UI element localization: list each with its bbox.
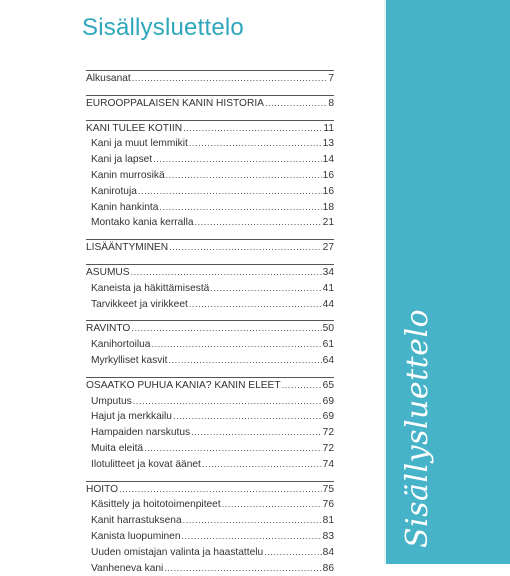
toc-page-number: 16: [322, 169, 334, 181]
toc-entry-label: LISÄÄNTYMINEN: [86, 242, 169, 254]
toc-entry-label: Käsittely ja hoitotoimenpiteet: [91, 499, 221, 511]
toc-page-number: 41: [322, 282, 334, 294]
toc-heading[interactable]: [86, 240, 334, 256]
toc-subentry[interactable]: [86, 297, 334, 313]
toc-entry-label: Kanihortoilua: [91, 339, 151, 351]
toc-heading[interactable]: [86, 378, 334, 394]
toc-subentry[interactable]: [86, 200, 334, 216]
toc-page-number: 84: [322, 546, 334, 558]
toc-heading[interactable]: [86, 265, 334, 281]
toc-heading[interactable]: [86, 71, 334, 87]
dot-leader: [168, 353, 321, 369]
dot-leader: [138, 184, 322, 200]
toc-entry-label: OSAATKO PUHUA KANIA? KANIN ELEET: [86, 379, 281, 391]
toc-subentry[interactable]: [86, 457, 334, 473]
toc-subentry[interactable]: [86, 497, 334, 513]
dot-leader: [153, 152, 321, 168]
toc-subentry[interactable]: [86, 152, 334, 168]
toc-subentry[interactable]: [86, 136, 334, 152]
side-title: Sisällysluettelo: [400, 308, 435, 548]
page-title: Sisällysluettelo: [82, 14, 244, 41]
toc-page-number: 44: [322, 298, 334, 310]
toc-subentry[interactable]: [86, 184, 334, 200]
dot-leader: [181, 529, 321, 545]
toc-entry-label: Kanirotuja: [91, 185, 137, 197]
dot-leader: [166, 168, 322, 184]
toc-page-number: 61: [322, 339, 334, 351]
toc-entry-label: EUROOPPALAISEN KANIN HISTORIA: [86, 97, 264, 109]
section-gap: [86, 231, 334, 239]
dot-leader: [164, 561, 321, 576]
toc-subentry[interactable]: [86, 513, 334, 529]
toc-entry-label: Kaneista ja häkittämisestä: [91, 282, 210, 294]
section-gap: [86, 87, 334, 95]
toc-entry-label: Ilotulitteet ja kovat äänet: [91, 458, 201, 470]
toc-subentry[interactable]: [86, 529, 334, 545]
toc-subentry[interactable]: [86, 409, 334, 425]
toc-page-number: 8: [328, 97, 334, 109]
toc-entry-label: Kani ja lapset: [91, 154, 153, 166]
dot-leader: [169, 240, 322, 256]
toc-page-number: 72: [322, 427, 334, 439]
toc-page-number: 75: [322, 483, 334, 495]
toc-subentry[interactable]: [86, 353, 334, 369]
dot-leader: [173, 409, 322, 425]
dot-leader: [191, 425, 322, 441]
toc-entry-label: Kanit harrastuksena: [91, 515, 182, 527]
dot-leader: [222, 497, 322, 513]
toc-page-number: 72: [322, 442, 334, 454]
toc-entry-label: Umputus: [91, 395, 132, 407]
toc-entry-label: Vanheneva kani: [91, 562, 164, 574]
toc-subentry[interactable]: [86, 425, 334, 441]
toc-page-number: 76: [322, 499, 334, 511]
dot-leader: [144, 441, 322, 457]
section-gap: [86, 369, 334, 377]
table-of-contents: [86, 70, 334, 576]
dot-leader: [131, 265, 322, 281]
dot-leader: [265, 96, 327, 112]
toc-page-number: 11: [323, 122, 334, 134]
toc-subentry[interactable]: [86, 394, 334, 410]
dot-leader: [159, 200, 321, 216]
toc-subentry[interactable]: [86, 281, 334, 297]
toc-entry-label: Hajut ja merkkailu: [91, 411, 172, 423]
toc-page-number: 81: [322, 515, 334, 527]
dot-leader: [151, 337, 321, 353]
dot-leader: [132, 71, 328, 87]
dot-leader: [119, 482, 322, 498]
toc-page-number: 13: [322, 138, 334, 150]
toc-page-number: 74: [322, 458, 334, 470]
toc-entry-label: Tarvikkeet ja virikkeet: [91, 298, 188, 310]
toc-entry-label: Kani ja muut lemmikit: [91, 138, 188, 150]
dot-leader: [202, 457, 322, 473]
toc-entry-label: Kanista luopuminen: [91, 530, 181, 542]
toc-entry-label: HOITO: [86, 483, 119, 495]
dot-leader: [183, 513, 322, 529]
section-gap: [86, 312, 334, 320]
toc-page-number: 7: [328, 73, 334, 84]
toc-page-number: 18: [322, 201, 334, 213]
dot-leader: [195, 215, 322, 231]
toc-heading[interactable]: [86, 121, 334, 137]
dot-leader: [189, 297, 322, 313]
toc-entry-label: Myrkylliset kasvit: [91, 354, 168, 366]
toc-entry-label: RAVINTO: [86, 323, 131, 335]
dot-leader: [282, 378, 322, 394]
toc-page-number: 83: [322, 530, 334, 542]
toc-entry-label: ASUMUS: [86, 266, 130, 278]
toc-subentry[interactable]: [86, 441, 334, 457]
dot-leader: [133, 394, 322, 410]
toc-page-number: 21: [322, 217, 334, 229]
dot-leader: [210, 281, 321, 297]
toc-page-number: 64: [322, 354, 334, 366]
toc-page-number: 16: [322, 185, 334, 197]
toc-heading[interactable]: [86, 482, 334, 498]
toc-subentry[interactable]: [86, 168, 334, 184]
section-gap: [86, 256, 334, 264]
toc-entry-label: Montako kania kerralla: [91, 217, 194, 229]
toc-page-number: 69: [322, 395, 334, 407]
toc-entry-label: Kanin murrosikä: [91, 169, 165, 181]
section-gap: [86, 473, 334, 481]
toc-entry-label: KANI TULEE KOTIIN: [86, 122, 183, 134]
toc-subentry[interactable]: [86, 561, 334, 576]
toc-heading[interactable]: [86, 96, 334, 112]
toc-entry-label: Alkusanat: [86, 73, 131, 84]
toc-page-number: 69: [322, 411, 334, 423]
toc-page-number: 27: [322, 242, 334, 254]
toc-entry-label: Kanin hankinta: [91, 201, 159, 213]
toc-subentry[interactable]: [86, 215, 334, 231]
dot-leader: [131, 321, 321, 337]
toc-page-number: 86: [322, 562, 334, 574]
section-gap: [86, 112, 334, 120]
toc-entry-label: Hampaiden narskutus: [91, 427, 191, 439]
toc-page-number: 50: [322, 323, 334, 335]
toc-page-number: 65: [322, 379, 334, 391]
toc-entry-label: Muita eleitä: [91, 442, 144, 454]
dot-leader: [264, 545, 321, 561]
toc-subentry[interactable]: [86, 337, 334, 353]
toc-subentry[interactable]: [86, 545, 334, 561]
toc-page-number: 34: [322, 266, 334, 278]
toc-page-number: 14: [322, 154, 334, 166]
dot-leader: [189, 136, 322, 152]
dot-leader: [183, 121, 322, 137]
toc-heading[interactable]: [86, 321, 334, 337]
toc-entry-label: Uuden omistajan valinta ja haastattelu: [91, 546, 264, 558]
